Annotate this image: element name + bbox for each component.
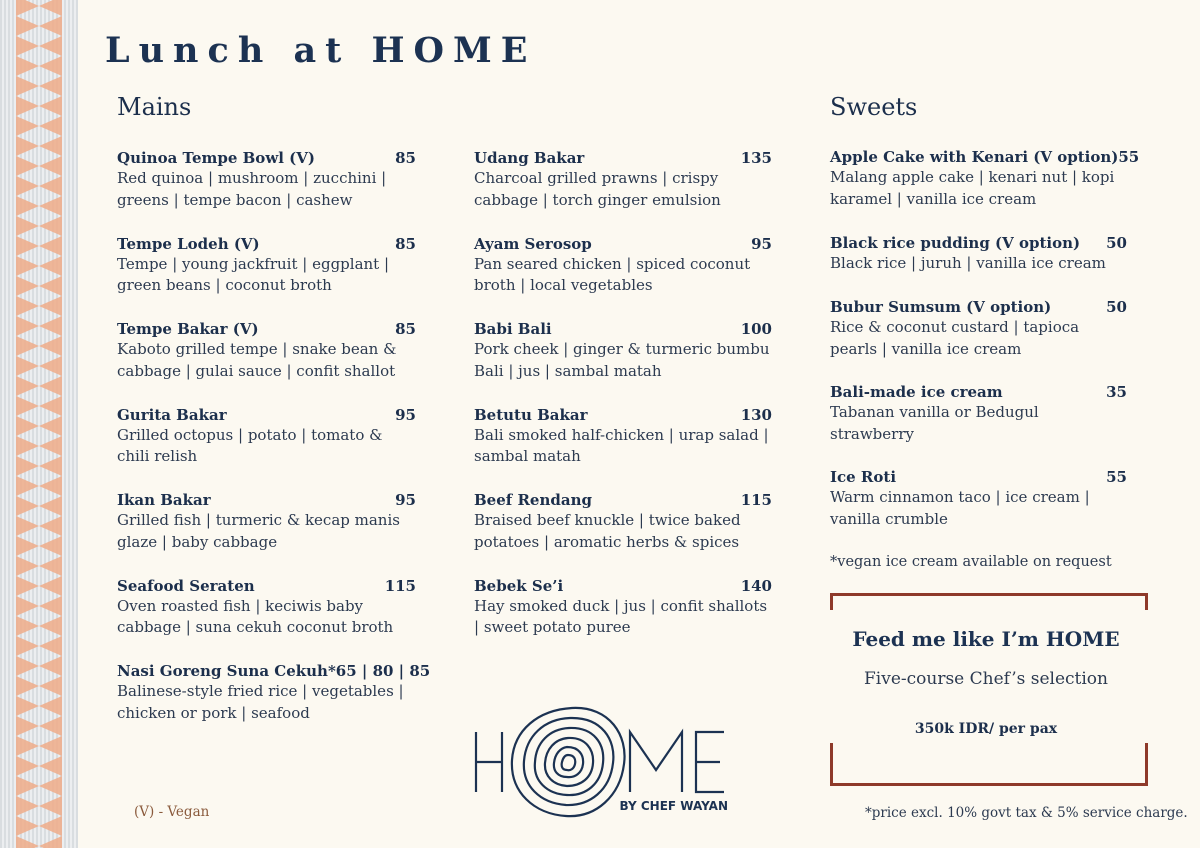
item-description: Grilled fish | turmeric & kecap manis glaze | baby cabbage <box>117 511 400 551</box>
item-description: Pan seared chicken | spiced coconut broth | local vegetables <box>474 254 751 294</box>
item-name: Tempe Bakar (V) <box>117 320 259 338</box>
item-price: 50 <box>1106 234 1127 252</box>
home-logo <box>470 700 740 825</box>
item-name: Udang Bakar <box>474 149 585 167</box>
item-description: Red quinoa | mushroom | zucchini | greens | tempe bacon | cashew <box>117 169 387 209</box>
mains-heading: Mains <box>117 93 192 121</box>
item-description: Black rice | juruh | vanilla ice cream <box>830 254 1106 272</box>
item-price: 85 <box>395 320 416 338</box>
item-price: 115 <box>384 576 416 595</box>
item-price: 55 <box>1118 148 1140 166</box>
item-price: 140 <box>740 576 772 595</box>
menu-item <box>474 149 772 211</box>
feed-price: 350k IDR/ per pax <box>914 721 1058 737</box>
menu-title: Lunch at HOME <box>105 30 537 71</box>
menu-item <box>830 298 1127 360</box>
item-description: Warm cinnamon taco | ice cream | vanilla crumble <box>830 488 1090 528</box>
item-price: 65 | 80 | 85 <box>335 662 431 680</box>
item-price: 95 <box>395 491 416 509</box>
item-price: 85 <box>395 234 416 253</box>
item-price: 115 <box>740 491 772 509</box>
item-price: 95 <box>395 405 416 424</box>
sweets-heading: Sweets <box>830 93 918 121</box>
feed-me-box <box>830 593 1142 786</box>
item-name: Ice Roti <box>830 468 897 486</box>
zigzag-pattern <box>16 0 62 848</box>
item-description: Tempe | young jackfruit | eggplant | green beans | coconut broth <box>117 254 390 294</box>
item-name: Nasi Goreng Suna Cekuh* <box>117 662 336 680</box>
vegan-ice-cream-note: *vegan ice cream available on request <box>830 554 1112 570</box>
item-name: Babi Bali <box>474 320 552 338</box>
decorative-border <box>0 0 78 848</box>
menu-item <box>117 320 416 382</box>
menu-item <box>117 235 416 297</box>
item-name: Ikan Bakar <box>117 491 211 509</box>
feed-title: Feed me like I’m HOME <box>852 627 1120 651</box>
item-description: Hay smoked duck | jus | confit shallots | sweet potato puree <box>474 596 768 636</box>
item-description: Pork cheek | ginger & turmeric bumbu Bali | jus | sambal matah <box>474 340 770 380</box>
menu-item <box>117 662 431 724</box>
item-name: Betutu Bakar <box>474 405 588 424</box>
feed-subtitle: Five-course Chef’s selection <box>863 669 1108 689</box>
item-description: Balinese-style fried rice | vegetables | chicken or pork | seafood <box>117 682 404 722</box>
item-price: 50 <box>1106 298 1127 316</box>
menu-item <box>474 406 772 468</box>
item-description: Charcoal grilled prawns | crispy cabbage | torch ginger emulsion <box>474 169 721 209</box>
item-price: 130 <box>740 405 772 424</box>
item-description: Bali smoked half-chicken | urap salad | sambal matah <box>474 425 769 465</box>
item-description: Oven roasted fish | keciwis baby cabbage | suna cekuh coconut broth <box>117 596 394 636</box>
menu-item <box>117 406 416 468</box>
item-name: Seafood Seraten <box>117 576 255 595</box>
item-name: Gurita Bakar <box>117 405 227 424</box>
menu-item <box>830 383 1127 445</box>
menu-item <box>117 577 416 639</box>
item-name: Apple Cake with Kenari (V option) <box>830 148 1119 166</box>
menu-item <box>117 491 416 553</box>
menu-item <box>830 148 1140 210</box>
item-name: Quinoa Tempe Bowl (V) <box>117 149 315 167</box>
item-name: Bubur Sumsum (V option) <box>830 298 1052 316</box>
item-description: Kaboto grilled tempe | snake bean & cabbage | gulai sauce | confit shallot <box>117 340 397 380</box>
item-price: 35 <box>1106 383 1127 401</box>
home-logo-mark <box>470 700 740 825</box>
menu-item <box>474 491 772 553</box>
item-description: Grilled octopus | potato | tomato & chili relish <box>117 425 383 465</box>
menu-item <box>474 577 772 639</box>
item-description: Rice & coconut custard | tapioca pearls | vanilla ice cream <box>830 318 1080 358</box>
item-description: Braised beef knuckle | twice baked potatoes | aromatic herbs & spices <box>474 511 741 551</box>
price-note: *price excl. 10% govt tax & 5% service charge. <box>865 805 1188 821</box>
item-price: 85 <box>395 149 416 167</box>
item-description: Malang apple cake | kenari nut | kopi karamel | vanilla ice cream <box>830 168 1115 208</box>
item-price: 55 <box>1106 468 1127 486</box>
menu-item <box>830 234 1127 275</box>
logo-tagline: BY CHEF WAYAN <box>619 799 728 813</box>
item-price: 135 <box>740 149 772 167</box>
menu-item <box>474 235 772 297</box>
item-name: Tempe Lodeh (V) <box>117 234 260 253</box>
menu-item <box>117 149 416 211</box>
item-description: Tabanan vanilla or Bedugul strawberry <box>830 403 1039 443</box>
vegan-legend: (V) - Vegan <box>134 804 210 820</box>
menu-item <box>830 468 1127 530</box>
item-name: Ayam Serosop <box>474 234 592 253</box>
item-name: Beef Rendang <box>474 491 592 509</box>
item-price: 100 <box>740 320 772 338</box>
item-name: Bali-made ice cream <box>830 383 1003 401</box>
item-name: Black rice pudding (V option) <box>830 234 1081 252</box>
item-price: 95 <box>751 234 772 253</box>
item-name: Bebek Se’i <box>474 576 564 595</box>
menu-item <box>474 320 772 382</box>
